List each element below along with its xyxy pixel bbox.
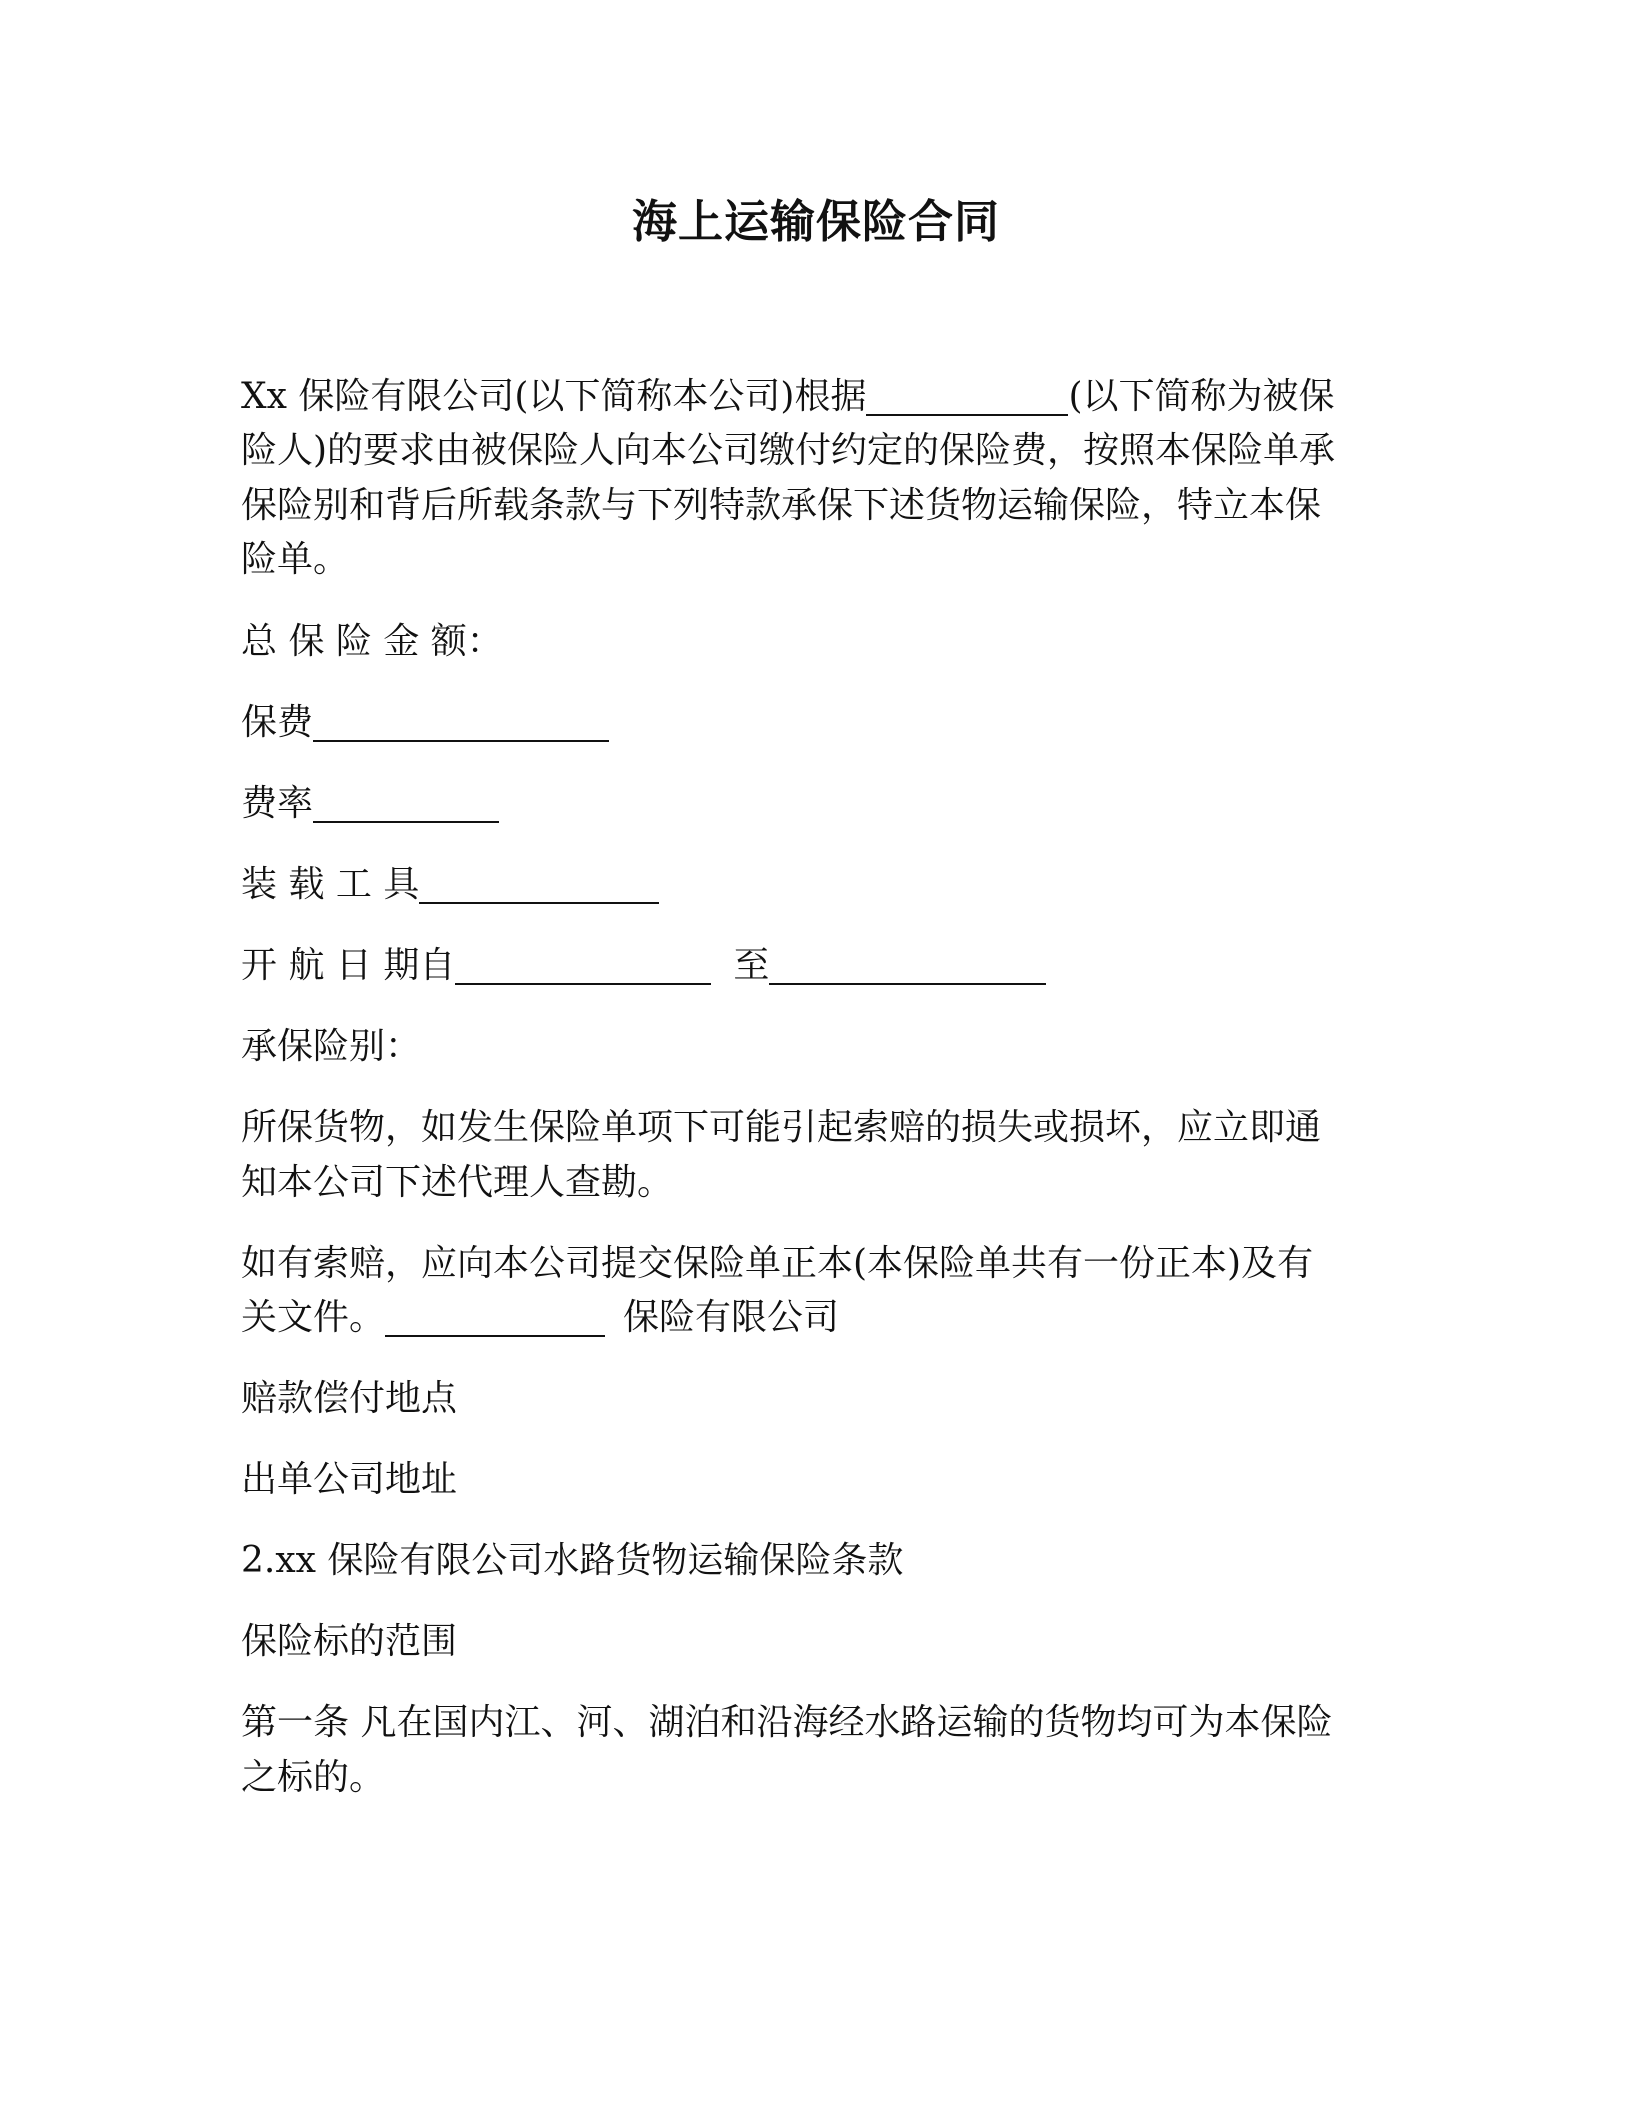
voyage-date-row	[241, 938, 1046, 994]
claim-text-b: 保险有限公司	[623, 1297, 840, 1338]
premium-row	[241, 695, 609, 751]
rate-label: 费率	[241, 783, 314, 824]
section-2-heading: 2.xx 保险有限公司水路货物运输保险条款	[241, 1540, 904, 1581]
coverage-label: 承保险别：	[241, 1026, 422, 1067]
conveyance-row	[241, 857, 659, 913]
issuer-address-label: 出单公司地址	[241, 1459, 458, 1500]
intro-text-b: (以下简称为被保	[1068, 376, 1335, 417]
voyage-from-label: 开 航 日 期自	[241, 945, 456, 986]
intro-line-2: 险人)的要求由被保险人向本公司缴付约定的保险费，按照本保险单承	[241, 430, 1336, 471]
rate-row	[241, 776, 499, 832]
rate-blank[interactable]	[313, 781, 499, 823]
claim-line-1: 如有索赔，应向本公司提交保险单正本(本保险单共有一份正本)及有	[241, 1243, 1314, 1284]
article-1-line-2: 之标的。	[241, 1757, 386, 1798]
voyage-to-blank[interactable]	[769, 943, 1046, 985]
company-name-blank[interactable]	[385, 1295, 605, 1337]
claim-line-2	[241, 1290, 839, 1346]
voyage-to-label: 至	[733, 945, 770, 986]
intro-line-3: 保险别和背后所载条款与下列特款承保下述货物运输保险，特立本保	[241, 485, 1322, 526]
conveyance-blank[interactable]	[419, 862, 659, 904]
premium-label: 保费	[241, 702, 314, 743]
total-amount-label: 总 保 险 金 额：	[241, 621, 503, 662]
intro-line-4: 险单。	[241, 539, 350, 580]
intro-text-a: Xx 保险有限公司(以下简称本公司)根据	[241, 376, 867, 417]
intro-line-1	[241, 369, 1335, 425]
scope-heading: 保险标的范围	[241, 1621, 458, 1662]
notice-line-1: 所保货物，如发生保险单项下可能引起索赔的损失或损坏，应立即通	[241, 1107, 1322, 1148]
claim-text-a: 关文件。	[241, 1297, 386, 1338]
voyage-from-blank[interactable]	[455, 943, 711, 985]
article-1-line-1: 第一条 凡在国内江、河、湖泊和沿海经水路运输的货物均可为本保险	[241, 1702, 1333, 1743]
notice-line-2: 知本公司下述代理人查勘。	[241, 1162, 674, 1203]
insured-name-blank[interactable]	[866, 374, 1068, 416]
payment-place-label: 赔款偿付地点	[241, 1378, 458, 1419]
premium-blank[interactable]	[313, 700, 609, 742]
document-title: 海上运输保险合同	[631, 195, 1000, 248]
conveyance-label: 装 载 工 具	[241, 864, 420, 905]
